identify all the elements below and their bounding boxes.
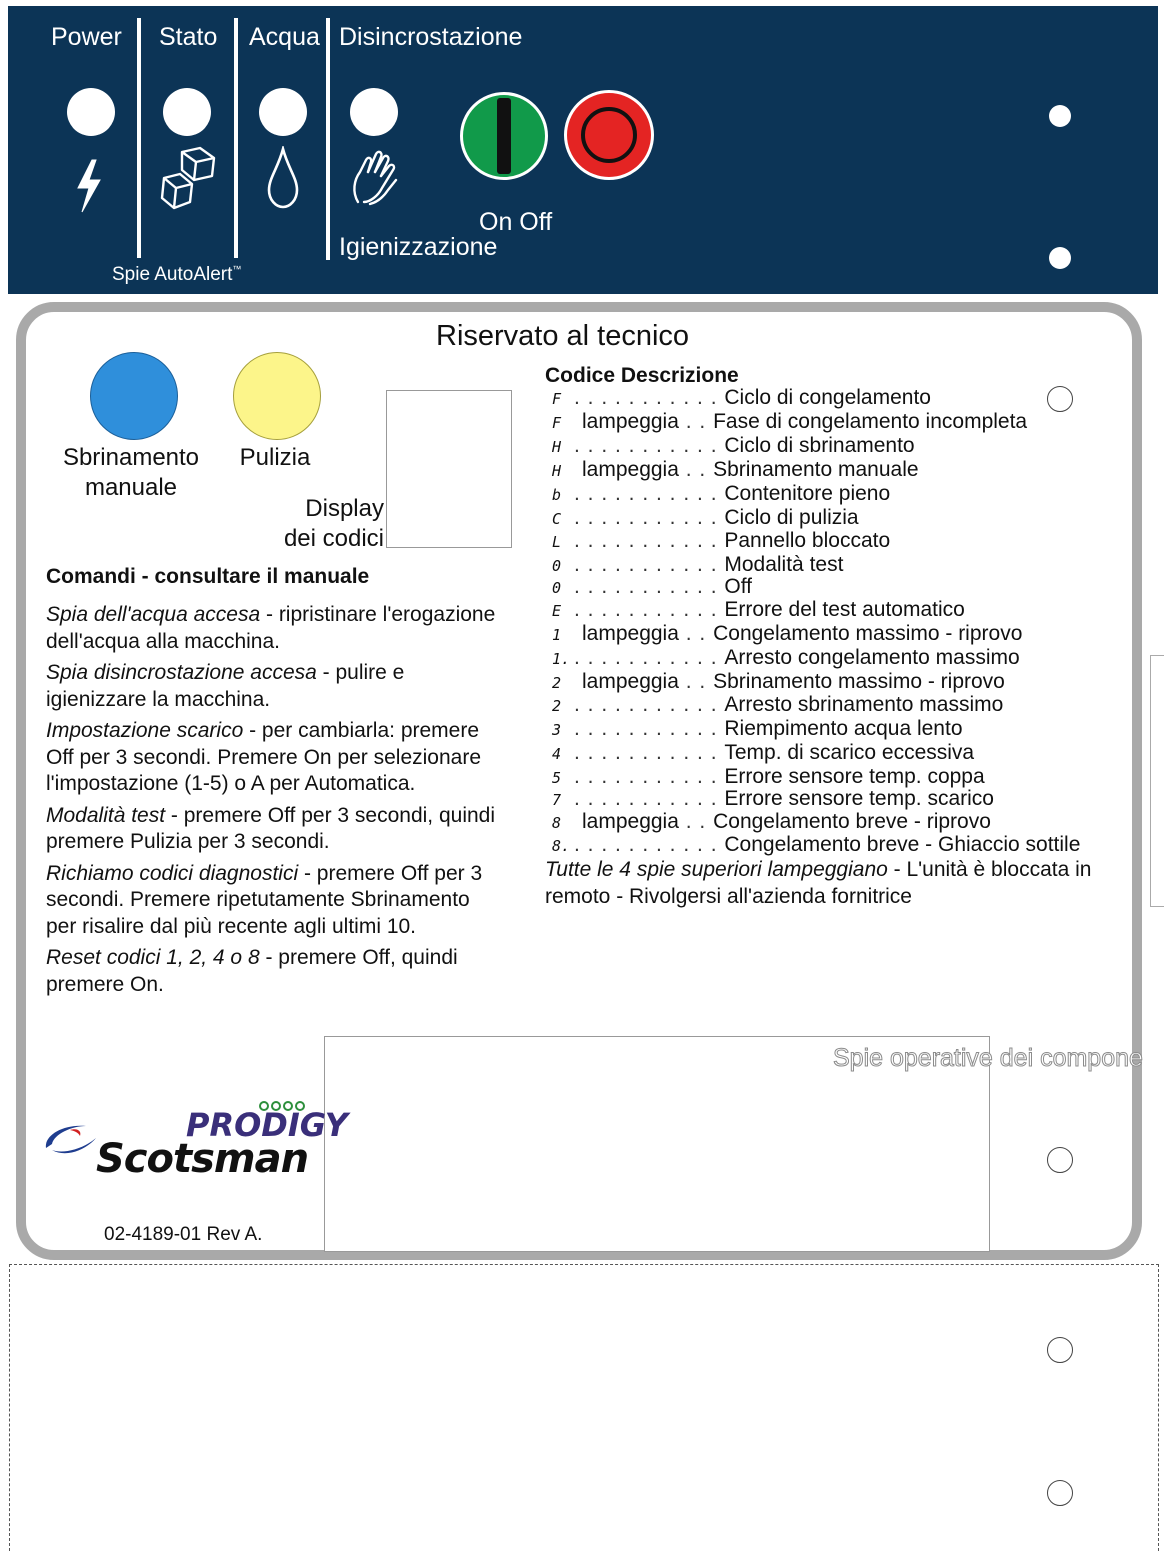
code-description: Riempimento acqua lento <box>724 717 963 740</box>
code-row <box>552 787 994 811</box>
code-row <box>552 529 890 553</box>
commands-title: Comandi - consultare il manuale <box>46 565 370 588</box>
code-row <box>552 646 1020 670</box>
pulizia-button[interactable] <box>233 352 321 440</box>
leader-dots: . . . . . . . . . . . <box>574 693 725 716</box>
code-symbol: 2 <box>552 697 562 715</box>
flash-label: lampeggia <box>582 622 679 645</box>
code-symbol: 4 <box>552 745 562 763</box>
leader-dots: . . . . . . . . . . . <box>574 434 725 457</box>
power-led <box>67 88 115 136</box>
leader-dots: . . <box>678 458 714 481</box>
leader-dots: . . <box>678 670 714 693</box>
divider <box>234 18 238 258</box>
remote-lock-note: Tutte le 4 spie superiori lampeggiano - L'unità è bloccata in remoto - Rivolgersi all'azienda fornitrice <box>545 858 1092 908</box>
sbrinamento-manuale-label: Sbrinamento manuale <box>62 444 200 501</box>
leader-dots: . . . . . . . . . . . <box>574 741 725 764</box>
lightning-icon <box>72 158 106 214</box>
code-symbol: 1. <box>552 650 571 668</box>
commands-list <box>46 602 496 1003</box>
code-description: Errore sensore temp. scarico <box>724 787 994 810</box>
command-item: Spia dell'acqua accesa - ripristinare l'erogazione dell'acqua alla macchina. <box>46 603 496 653</box>
code-description: Pannello bloccato <box>724 529 891 552</box>
code-row <box>552 765 985 789</box>
panel-hole <box>1049 247 1071 269</box>
on-off-label: On Off <box>479 208 553 236</box>
component-lights-label: Spie operative dei compone <box>833 1044 1143 1072</box>
code-row <box>552 833 1080 857</box>
code-description: Congelamento breve - Ghiaccio sottile <box>724 833 1081 856</box>
punch-hole <box>1047 1147 1073 1173</box>
display-label: Display dei codici <box>283 495 384 552</box>
code-symbol: H <box>552 462 562 480</box>
code-row <box>552 670 1005 694</box>
code-row <box>552 575 752 599</box>
code-description: Modalità test <box>724 553 844 576</box>
power-label: Power <box>51 23 122 51</box>
leader-dots: . . . . . . . . . . . <box>574 482 725 505</box>
command-item: Modalità test - premere Off per 3 secondi, quindi premere Pulizia per 3 secondi. <box>46 803 496 853</box>
codes-header: Codice Descrizione <box>545 364 739 387</box>
code-symbol: 0 <box>552 557 562 575</box>
scotsman-swoosh-icon <box>42 1118 100 1158</box>
on-symbol-icon <box>497 98 511 174</box>
code-symbol: F <box>552 390 562 408</box>
leader-dots: . . . . . . . . . . . <box>574 598 725 621</box>
leader-dots: . . . . . . . . . . . <box>574 717 725 740</box>
code-symbol: 8 <box>552 814 562 832</box>
leader-dots: . . . . . . . . . . . <box>574 506 725 529</box>
autoalert-label: Spie AutoAlert™ <box>112 264 242 285</box>
hands-icon <box>348 146 404 208</box>
code-row <box>552 717 963 741</box>
disincrostazione-label: Disincrostazione <box>339 23 523 51</box>
flash-label: lampeggia <box>582 670 679 693</box>
disincrostazione-led <box>350 88 398 136</box>
code-symbol: b <box>552 486 562 504</box>
leader-dots: . . . . . . . . . . . <box>574 765 725 788</box>
code-description: Contenitore pieno <box>724 482 891 505</box>
code-symbol: 8. <box>552 837 571 855</box>
leader-dots: . . . . . . . . . . . <box>574 553 725 576</box>
technician-title: Riservato al tecnico <box>436 320 690 352</box>
command-item: Spia disincrostazione accesa - pulire e igienizzare la macchina. <box>46 661 405 711</box>
prodigy-logo: PRODIGY <box>186 1106 348 1144</box>
leader-dots: . . . . . . . . . . . <box>574 386 725 409</box>
code-symbol: 5 <box>552 769 562 787</box>
code-description: Arresto congelamento massimo <box>724 646 1020 669</box>
command-item: Reset codici 1, 2, 4 o 8 - premere Off, quindi premere On. <box>46 946 458 996</box>
leader-dots: . . . . . . . . . . . <box>574 529 725 552</box>
code-row <box>552 598 965 622</box>
leader-dots: . . <box>678 410 714 433</box>
leader-dots: . . . . . . . . . . . <box>574 787 725 810</box>
code-symbol: C <box>552 510 562 528</box>
igienizzazione-label: Igienizzazione <box>339 233 498 261</box>
code-symbol: F <box>552 414 562 432</box>
code-description: Errore del test automatico <box>724 598 965 621</box>
code-row <box>552 810 991 834</box>
code-description: Congelamento massimo - riprovo <box>713 622 1023 645</box>
ice-cubes-icon <box>158 146 220 212</box>
panel-hole <box>1049 105 1071 127</box>
code-row <box>552 506 859 530</box>
status-panel <box>8 6 1158 294</box>
divider <box>137 18 141 258</box>
code-row <box>552 553 843 577</box>
code-description: Ciclo di congelamento <box>724 386 931 409</box>
leader-dots: . . . . . . . . . . . <box>574 646 725 669</box>
leader-dots: . . . . . . . . . . . <box>574 575 725 598</box>
code-description: Off <box>724 575 752 598</box>
off-button[interactable] <box>564 90 654 180</box>
code-row <box>552 693 1003 717</box>
flash-label: lampeggia <box>582 810 679 833</box>
revision-label: 02-4189-01 Rev A. <box>104 1224 263 1245</box>
code-row <box>552 622 1022 646</box>
code-description: Fase di congelamento incompleta <box>713 410 1028 433</box>
sbrinamento-manuale-button[interactable] <box>90 352 178 440</box>
tear-off-area <box>9 1264 1159 1551</box>
stato-label: Stato <box>159 23 218 51</box>
leader-dots: . . . . . . . . . . . <box>574 833 725 856</box>
code-symbol: H <box>552 438 562 456</box>
punch-hole <box>1047 386 1073 412</box>
acqua-label: Acqua <box>249 23 320 51</box>
code-symbol: L <box>552 533 562 551</box>
on-button[interactable] <box>460 92 548 180</box>
side-tab <box>1150 655 1164 907</box>
flash-label: lampeggia <box>582 458 679 481</box>
code-description: Ciclo di sbrinamento <box>724 434 915 457</box>
code-symbol: 1 <box>552 626 562 644</box>
code-description: Ciclo di pulizia <box>724 506 859 529</box>
code-description: Arresto sbrinamento massimo <box>724 693 1004 716</box>
code-row <box>552 410 1027 434</box>
code-symbol: E <box>552 602 562 620</box>
code-symbol: 0 <box>552 579 562 597</box>
pulizia-label: Pulizia <box>239 444 311 471</box>
code-row <box>552 458 919 482</box>
code-row <box>552 482 890 506</box>
code-description: Sbrinamento manuale <box>713 458 919 481</box>
code-description: Errore sensore temp. coppa <box>724 765 985 788</box>
divider <box>326 18 330 260</box>
code-symbol: 2 <box>552 674 562 692</box>
scotsman-logo: Scotsman <box>96 1136 309 1182</box>
water-drop-icon <box>266 146 300 210</box>
code-row <box>552 741 974 765</box>
code-symbol: 7 <box>552 791 562 809</box>
off-symbol-icon <box>581 107 637 163</box>
code-row <box>552 386 931 410</box>
code-description: Congelamento breve - riprovo <box>713 810 991 833</box>
stato-led <box>163 88 211 136</box>
code-description: Temp. di scarico eccessiva <box>724 741 975 764</box>
code-display <box>386 390 512 548</box>
leader-dots: . . <box>678 622 714 645</box>
command-item: Richiamo codici diagnostici - premere Off per 3 secondi. Premere ripetutamente Sbrinamento per risalire dal più recente agli ultimi 10. <box>46 861 483 938</box>
flash-label: lampeggia <box>582 410 679 433</box>
command-item: Impostazione scarico - per cambiarla: premere Off per 3 secondi. Premere On per selezionare l'impostazione (1-5) o A per Automatica. <box>46 719 482 795</box>
code-symbol: 3 <box>552 721 562 739</box>
acqua-led <box>259 88 307 136</box>
leader-dots: . . <box>678 810 714 833</box>
code-description: Sbrinamento massimo - riprovo <box>713 670 1005 693</box>
code-row <box>552 434 915 458</box>
